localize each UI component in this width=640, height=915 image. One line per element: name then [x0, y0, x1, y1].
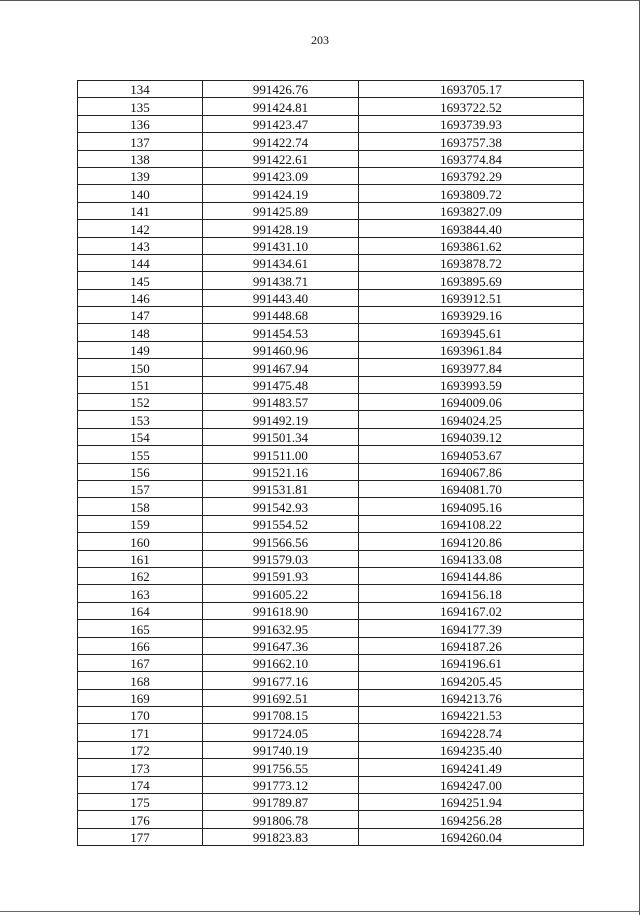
x-coordinate-cell: 991724.05 [203, 724, 359, 741]
x-coordinate-cell: 991605.22 [203, 585, 359, 602]
point-number-cell: 166 [78, 637, 203, 654]
x-coordinate-cell: 991823.83 [203, 828, 359, 845]
point-number-cell: 143 [78, 237, 203, 254]
x-coordinate-cell: 991708.15 [203, 707, 359, 724]
y-coordinate-cell: 1694009.06 [359, 394, 584, 411]
x-coordinate-cell: 991501.34 [203, 428, 359, 445]
table-row [78, 324, 584, 341]
table-row [78, 81, 584, 98]
point-number-cell: 135 [78, 98, 203, 115]
point-number-cell: 141 [78, 202, 203, 219]
table-row [78, 237, 584, 254]
table-row [78, 307, 584, 324]
point-number-cell: 172 [78, 741, 203, 758]
coordinate-table-body [78, 81, 584, 846]
y-coordinate-cell: 1693895.69 [359, 272, 584, 289]
table-row [78, 550, 584, 567]
y-coordinate-cell: 1693844.40 [359, 220, 584, 237]
x-coordinate-cell: 991677.16 [203, 672, 359, 689]
table-row [78, 98, 584, 115]
y-coordinate-cell: 1693739.93 [359, 115, 584, 132]
table-row [78, 428, 584, 445]
table-row [78, 498, 584, 515]
y-coordinate-cell: 1694256.28 [359, 811, 584, 828]
point-number-cell: 163 [78, 585, 203, 602]
x-coordinate-cell: 991789.87 [203, 794, 359, 811]
point-number-cell: 145 [78, 272, 203, 289]
x-coordinate-cell: 991424.81 [203, 98, 359, 115]
x-coordinate-cell: 991618.90 [203, 602, 359, 619]
table-row [78, 480, 584, 497]
x-coordinate-cell: 991662.10 [203, 654, 359, 671]
x-coordinate-cell: 991740.19 [203, 741, 359, 758]
y-coordinate-cell: 1694156.18 [359, 585, 584, 602]
table-row [78, 759, 584, 776]
x-coordinate-cell: 991438.71 [203, 272, 359, 289]
point-number-cell: 158 [78, 498, 203, 515]
y-coordinate-cell: 1693722.52 [359, 98, 584, 115]
y-coordinate-cell: 1693878.72 [359, 254, 584, 271]
table-row [78, 411, 584, 428]
point-number-cell: 137 [78, 133, 203, 150]
point-number-cell: 144 [78, 254, 203, 271]
y-coordinate-cell: 1694205.45 [359, 672, 584, 689]
point-number-cell: 159 [78, 515, 203, 532]
x-coordinate-cell: 991579.03 [203, 550, 359, 567]
y-coordinate-cell: 1693929.16 [359, 307, 584, 324]
x-coordinate-cell: 991756.55 [203, 759, 359, 776]
table-row [78, 115, 584, 132]
point-number-cell: 173 [78, 759, 203, 776]
point-number-cell: 146 [78, 289, 203, 306]
page-frame-top [0, 0, 640, 1]
point-number-cell: 139 [78, 167, 203, 184]
y-coordinate-cell: 1693961.84 [359, 341, 584, 358]
x-coordinate-cell: 991424.19 [203, 185, 359, 202]
y-coordinate-cell: 1693945.61 [359, 324, 584, 341]
table-row [78, 533, 584, 550]
point-number-cell: 157 [78, 480, 203, 497]
point-number-cell: 164 [78, 602, 203, 619]
point-number-cell: 153 [78, 411, 203, 428]
x-coordinate-cell: 991521.16 [203, 463, 359, 480]
table-row [78, 359, 584, 376]
y-coordinate-cell: 1693993.59 [359, 376, 584, 393]
point-number-cell: 162 [78, 567, 203, 584]
x-coordinate-cell: 991423.09 [203, 167, 359, 184]
x-coordinate-cell: 991443.40 [203, 289, 359, 306]
point-number-cell: 155 [78, 446, 203, 463]
table-row [78, 254, 584, 271]
x-coordinate-cell: 991434.61 [203, 254, 359, 271]
y-coordinate-cell: 1694251.94 [359, 794, 584, 811]
y-coordinate-cell: 1694120.86 [359, 533, 584, 550]
table-row [78, 689, 584, 706]
y-coordinate-cell: 1694024.25 [359, 411, 584, 428]
table-row [78, 724, 584, 741]
point-number-cell: 167 [78, 654, 203, 671]
table-row [78, 654, 584, 671]
x-coordinate-cell: 991428.19 [203, 220, 359, 237]
point-number-cell: 148 [78, 324, 203, 341]
x-coordinate-cell: 991483.57 [203, 394, 359, 411]
table-row [78, 394, 584, 411]
table-row [78, 289, 584, 306]
table-row [78, 828, 584, 845]
page-frame-bottom [0, 911, 640, 912]
x-coordinate-cell: 991454.53 [203, 324, 359, 341]
y-coordinate-cell: 1694213.76 [359, 689, 584, 706]
point-number-cell: 151 [78, 376, 203, 393]
x-coordinate-cell: 991423.47 [203, 115, 359, 132]
y-coordinate-cell: 1694187.26 [359, 637, 584, 654]
y-coordinate-cell: 1694228.74 [359, 724, 584, 741]
point-number-cell: 147 [78, 307, 203, 324]
x-coordinate-cell: 991692.51 [203, 689, 359, 706]
y-coordinate-cell: 1694241.49 [359, 759, 584, 776]
table-row [78, 741, 584, 758]
y-coordinate-cell: 1694235.40 [359, 741, 584, 758]
y-coordinate-cell: 1694067.86 [359, 463, 584, 480]
table-row [78, 220, 584, 237]
point-number-cell: 154 [78, 428, 203, 445]
point-number-cell: 142 [78, 220, 203, 237]
table-row [78, 707, 584, 724]
x-coordinate-cell: 991647.36 [203, 637, 359, 654]
y-coordinate-cell: 1693809.72 [359, 185, 584, 202]
x-coordinate-cell: 991431.10 [203, 237, 359, 254]
table-row [78, 202, 584, 219]
table-row [78, 341, 584, 358]
y-coordinate-cell: 1694095.16 [359, 498, 584, 515]
x-coordinate-cell: 991542.93 [203, 498, 359, 515]
coordinate-table [77, 80, 584, 846]
point-number-cell: 177 [78, 828, 203, 845]
y-coordinate-cell: 1694260.04 [359, 828, 584, 845]
x-coordinate-cell: 991448.68 [203, 307, 359, 324]
point-number-cell: 149 [78, 341, 203, 358]
y-coordinate-cell: 1694167.02 [359, 602, 584, 619]
y-coordinate-cell: 1694133.08 [359, 550, 584, 567]
point-number-cell: 169 [78, 689, 203, 706]
point-number-cell: 156 [78, 463, 203, 480]
point-number-cell: 138 [78, 150, 203, 167]
x-coordinate-cell: 991492.19 [203, 411, 359, 428]
table-row [78, 637, 584, 654]
y-coordinate-cell: 1693774.84 [359, 150, 584, 167]
page-number: 203 [311, 33, 329, 47]
y-coordinate-cell: 1693792.29 [359, 167, 584, 184]
point-number-cell: 175 [78, 794, 203, 811]
point-number-cell: 170 [78, 707, 203, 724]
point-number-cell: 171 [78, 724, 203, 741]
y-coordinate-cell: 1694108.22 [359, 515, 584, 532]
x-coordinate-cell: 991426.76 [203, 81, 359, 98]
x-coordinate-cell: 991422.74 [203, 133, 359, 150]
x-coordinate-cell: 991511.00 [203, 446, 359, 463]
y-coordinate-cell: 1694053.67 [359, 446, 584, 463]
x-coordinate-cell: 991460.96 [203, 341, 359, 358]
point-number-cell: 161 [78, 550, 203, 567]
y-coordinate-cell: 1694081.70 [359, 480, 584, 497]
x-coordinate-cell: 991475.48 [203, 376, 359, 393]
table-row [78, 463, 584, 480]
x-coordinate-cell: 991422.61 [203, 150, 359, 167]
table-row [78, 567, 584, 584]
point-number-cell: 140 [78, 185, 203, 202]
y-coordinate-cell: 1693827.09 [359, 202, 584, 219]
x-coordinate-cell: 991554.52 [203, 515, 359, 532]
table-row [78, 515, 584, 532]
point-number-cell: 160 [78, 533, 203, 550]
table-row [78, 272, 584, 289]
point-number-cell: 134 [78, 81, 203, 98]
table-row [78, 167, 584, 184]
x-coordinate-cell: 991467.94 [203, 359, 359, 376]
y-coordinate-cell: 1693861.62 [359, 237, 584, 254]
table-row [78, 794, 584, 811]
y-coordinate-cell: 1694221.53 [359, 707, 584, 724]
x-coordinate-cell: 991531.81 [203, 480, 359, 497]
x-coordinate-cell: 991566.56 [203, 533, 359, 550]
point-number-cell: 174 [78, 776, 203, 793]
x-coordinate-cell: 991806.78 [203, 811, 359, 828]
y-coordinate-cell: 1694144.86 [359, 567, 584, 584]
point-number-cell: 152 [78, 394, 203, 411]
y-coordinate-cell: 1693757.38 [359, 133, 584, 150]
table-row [78, 133, 584, 150]
table-row [78, 150, 584, 167]
table-row [78, 776, 584, 793]
y-coordinate-cell: 1694196.61 [359, 654, 584, 671]
y-coordinate-cell: 1693912.51 [359, 289, 584, 306]
y-coordinate-cell: 1693977.84 [359, 359, 584, 376]
y-coordinate-cell: 1693705.17 [359, 81, 584, 98]
x-coordinate-cell: 991591.93 [203, 567, 359, 584]
table-row [78, 376, 584, 393]
y-coordinate-cell: 1694039.12 [359, 428, 584, 445]
table-row [78, 811, 584, 828]
point-number-cell: 165 [78, 620, 203, 637]
y-coordinate-cell: 1694247.00 [359, 776, 584, 793]
table-row [78, 185, 584, 202]
point-number-cell: 176 [78, 811, 203, 828]
point-number-cell: 168 [78, 672, 203, 689]
table-row [78, 672, 584, 689]
x-coordinate-cell: 991425.89 [203, 202, 359, 219]
x-coordinate-cell: 991773.12 [203, 776, 359, 793]
table-row [78, 620, 584, 637]
table-row [78, 446, 584, 463]
point-number-cell: 136 [78, 115, 203, 132]
table-row [78, 602, 584, 619]
point-number-cell: 150 [78, 359, 203, 376]
table-row [78, 585, 584, 602]
x-coordinate-cell: 991632.95 [203, 620, 359, 637]
y-coordinate-cell: 1694177.39 [359, 620, 584, 637]
